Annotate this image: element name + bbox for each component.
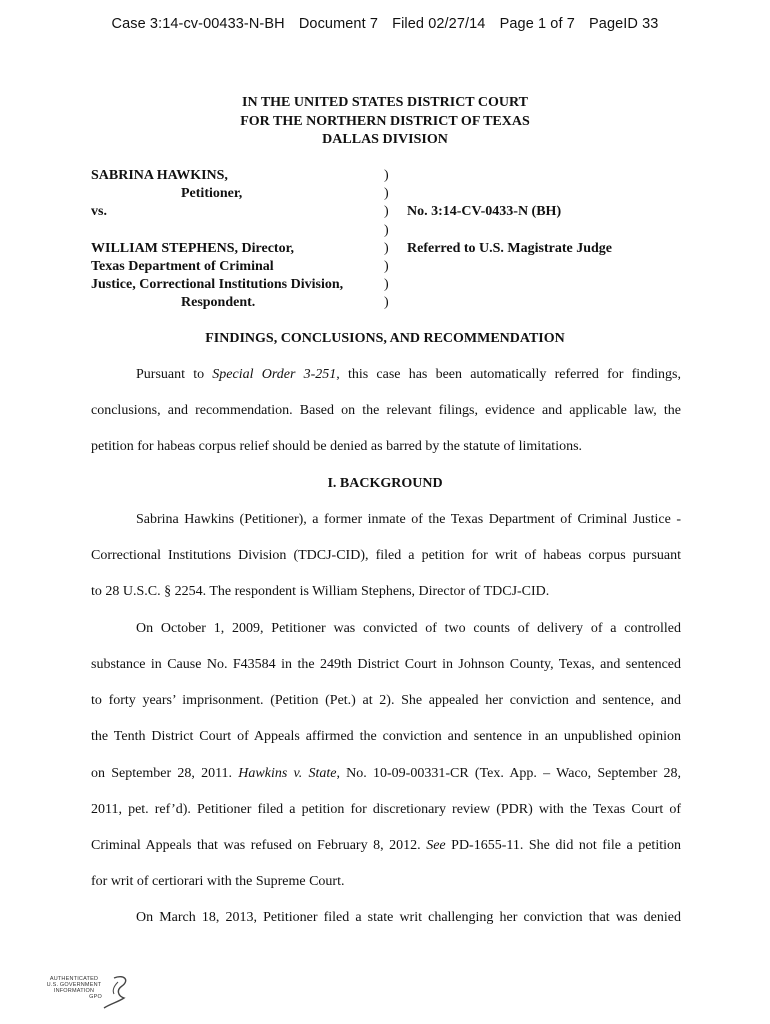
eagle-icon [44, 972, 134, 1012]
page-id: PageID 33 [589, 16, 659, 32]
respondent-line-3: Justice, Correctional Institutions Division, [91, 277, 344, 293]
para2-line-6: 2011, pet. ref’d). Petitioner filed a petition for discretionary review (PDR) with the Texas Court of [91, 802, 681, 817]
court-heading [0, 94, 770, 150]
document-title: FINDINGS, CONCLUSIONS, AND RECOMMENDATION [205, 331, 565, 346]
para2-line-3: to forty years’ imprisonment. (Petition (Pet.) at 2). She appealed her conviction and sentence, and [91, 693, 681, 708]
petitioner-role: Petitioner, [181, 186, 243, 202]
intro-line-3: petition for habeas corpus relief should be denied as barred by the statute of limitations. [91, 439, 583, 454]
para1-line-2: Correctional Institutions Division (TDCJ-CID), filed a petition for writ of habeas corpus pursuant [91, 548, 681, 563]
document-number: Document 7 [298, 16, 379, 32]
case-number: No. 3:14-CV-0433-N (BH) [407, 204, 562, 220]
para2-line-5: on September 28, 2011. Hawkins v. State, No. 10-09-00331-CR (Tex. App. – Waco, September 28, [91, 766, 682, 781]
case-number-header: Case 3:14-cv-00433-N-BH [111, 16, 285, 32]
intro-line-2: conclusions, and recommendation. Based on the relevant filings, evidence and applicable law, the [91, 403, 681, 418]
para2-line-7: Criminal Appeals that was refused on February 8, 2012. See PD-1655-11. She did not file a petition [91, 838, 681, 853]
caption-paren: ) [384, 277, 389, 293]
petitioner-name: SABRINA HAWKINS, [91, 168, 228, 183]
court-line-3: DALLAS DIVISION [322, 132, 448, 147]
filed-date: Filed 02/27/14 [392, 16, 486, 32]
caption-paren: ) [384, 186, 389, 202]
respondent-line-1: WILLIAM STEPHENS, Director, [91, 240, 295, 256]
para2-line-4: the Tenth District Court of Appeals affirmed the conviction and sentence in an unpublished opinion [91, 729, 681, 744]
para3-line-1: On March 18, 2013, Petitioner filed a state writ challenging her conviction that was denied [136, 910, 681, 925]
para2-line-8: for writ of certiorari with the Supreme Court. [91, 874, 345, 889]
caption-paren: ) [384, 168, 389, 183]
caption-paren: ) [384, 295, 389, 311]
intro-line-1: Pursuant to Special Order 3-251, this case has been automatically referred for findings, [136, 367, 682, 382]
versus: vs. [91, 204, 107, 220]
referral-note: Referred to U.S. Magistrate Judge [407, 240, 613, 256]
respondent-role: Respondent. [181, 295, 256, 311]
gpo-authentication-seal [44, 972, 134, 1012]
section-heading-background: I. BACKGROUND [327, 476, 443, 491]
caption-paren: ) [384, 240, 389, 256]
caption-paren: ) [384, 222, 389, 238]
ecf-header [0, 16, 770, 32]
page-indicator: Page 1 of 7 [499, 16, 575, 32]
para1-line-3: to 28 U.S.C. § 2254. The respondent is William Stephens, Director of TDCJ-CID. [91, 584, 550, 599]
para1-line-1: Sabrina Hawkins (Petitioner), a former inmate of the Texas Department of Criminal Justice - [136, 512, 681, 527]
gpo-seal-text: AUTHENTICATED U.S. GOVERNMENT INFORMATION GPO [46, 976, 102, 1000]
para2-line-2: substance in Cause No. F43584 in the 249th District Court in Johnson County, Texas, and sentenced [91, 657, 681, 672]
court-line-2: FOR THE NORTHERN DISTRICT OF TEXAS [240, 113, 530, 129]
caption-paren: ) [384, 258, 389, 274]
court-line-1: IN THE UNITED STATES DISTRICT COURT [242, 95, 528, 110]
para2-line-1: On October 1, 2009, Petitioner was convicted of two counts of delivery of a controlled [136, 621, 681, 636]
caption-paren: ) [384, 204, 389, 220]
case-caption [91, 167, 711, 313]
respondent-line-2: Texas Department of Criminal [91, 258, 274, 274]
